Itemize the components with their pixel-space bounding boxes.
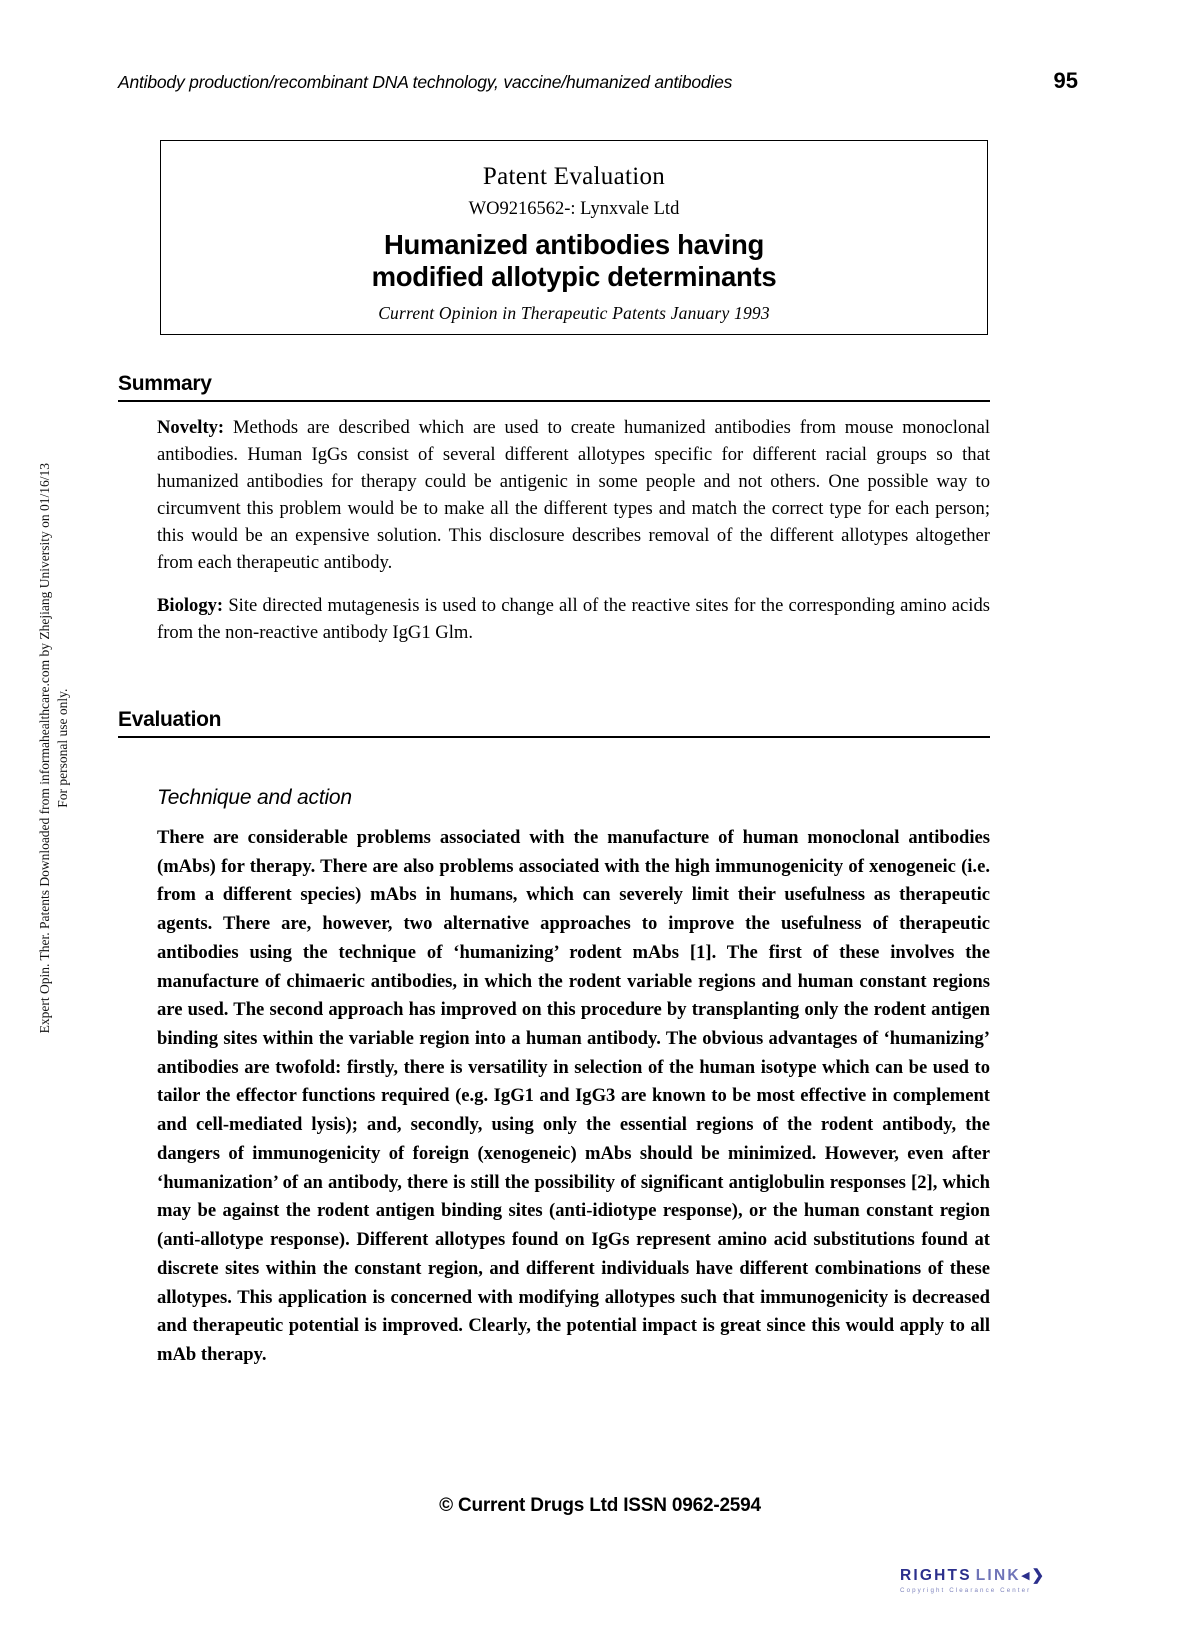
section-heading-summary-label: Summary	[118, 372, 212, 395]
rightslink-logo[interactable]	[900, 1566, 1090, 1594]
running-head-title: Antibody production/recombinant DNA technology, vaccine/humanized antibodies	[118, 72, 733, 92]
margin-note-line-1: Expert Opin. Ther. Patents Downloaded from informahealthcare.com by Zhejiang University on 01/16/13	[36, 463, 52, 1034]
summary-body	[157, 414, 990, 646]
evaluation-body	[157, 824, 990, 1370]
patent-evaluation-kicker: Patent Evaluation	[482, 163, 666, 190]
page-number: 95	[1053, 68, 1078, 93]
footer-copyright: © Current Drugs Ltd ISSN 0962-2594	[439, 1495, 761, 1516]
section-heading-rule	[118, 400, 990, 402]
publication-source: Current Opinion in Therapeutic Patents January 1993	[378, 302, 770, 323]
patent-title-line-2: modified allotypic determinants	[371, 260, 777, 292]
biology-text: Site directed mutagenesis is used to change all of the reactive sites for the corresponding amino acids from the non-reactive antibody IgG1 Glm.	[157, 595, 990, 644]
patent-title	[161, 229, 987, 293]
summary-paragraph-novelty	[157, 414, 990, 576]
novelty-text: Methods are described which are used to create humanized antibodies from mouse monoclonal antibodies. Human IgGs consist of several different allotypes specific for different racial groups so that humanized antibodies for therapy could be antigenic in some people and not others. One possible way to circumvent this problem would be to make all the different types and match the correct type for each person; this would be an expensive solution. This disclosure describes removal of the different allotypes altogether from each therapeutic antibody.	[157, 417, 990, 574]
rightslink-word-link: LINK	[975, 1567, 1021, 1584]
section-heading-rule	[118, 736, 990, 738]
evaluation-paragraph: There are considerable problems associated with the manufacture of human monoclonal antibodies (mAbs) for therapy. There are also problems associated with the high immunogenicity of xenogeneic (i.e. from a different species) mAbs in humans, which can severely limit their usefulness as therapeutic agents. There are, however, two alternative approaches to improve the usefulness of therapeutic antibodies using the technique of ‘humanizing’ rodent mAbs [1]. The first of these involves the manufacture of chimaeric antibodies, in which the rodent variable regions and human constant regions are used. The second approach has improved on this procedure by transplanting only the rodent antigen binding sites within the variable region into a human antibody. The obvious advantages of ‘humanizing’ antibodies are twofold: firstly, there is versatility in selection of the human isotype which can be used to tailor the effector functions required (e.g. IgG1 and IgG3 are known to be most effective in complement and cell-mediated lysis); and, secondly, using only the essential regions of the rodent antibody, the dangers of immunogenicity of foreign (xenogeneic) mAbs should be minimized. However, even after ‘humanization’ of an antibody, there is still the possibility of significant antiglobulin responses [2], which may be against the rodent antigen binding sites (anti-idiotype response), or the human constant region (anti-allotype response). Different allotypes found on IgGs represent amino acid substitutions found at discrete sites within the constant region, and different individuals have different combinations of these allotypes. This application is concerned with modifying allotypes such that immunogenicity is decreased and therapeutic potential is improved. Clearly, the potential impact is great since this would apply to all mAb therapy.	[157, 827, 990, 1365]
patent-reference: WO9216562-: Lynxvale Ltd	[468, 199, 680, 219]
patent-title-line-1: Humanized antibodies having	[383, 229, 764, 260]
patent-title-box	[160, 140, 988, 335]
rightslink-arrow-icon: ◂❯	[1021, 1567, 1047, 1584]
download-margin-note	[36, 408, 72, 1088]
section-heading-evaluation-label: Evaluation	[118, 708, 222, 731]
section-heading-summary	[118, 372, 990, 402]
rightslink-word-rights: RIGHTS	[900, 1567, 972, 1584]
summary-paragraph-biology	[157, 592, 990, 646]
biology-label: Biology:	[157, 595, 224, 617]
rightslink-subtitle: Copyright Clearance Center	[900, 1587, 1032, 1594]
rightslink-wordmark	[900, 1566, 1090, 1585]
novelty-label: Novelty:	[157, 417, 225, 438]
margin-note-line-2: For personal use only.	[55, 688, 70, 808]
running-head	[118, 68, 1078, 94]
section-heading-evaluation	[118, 708, 990, 738]
subsection-heading-technique-and-action: Technique and action	[157, 786, 352, 809]
